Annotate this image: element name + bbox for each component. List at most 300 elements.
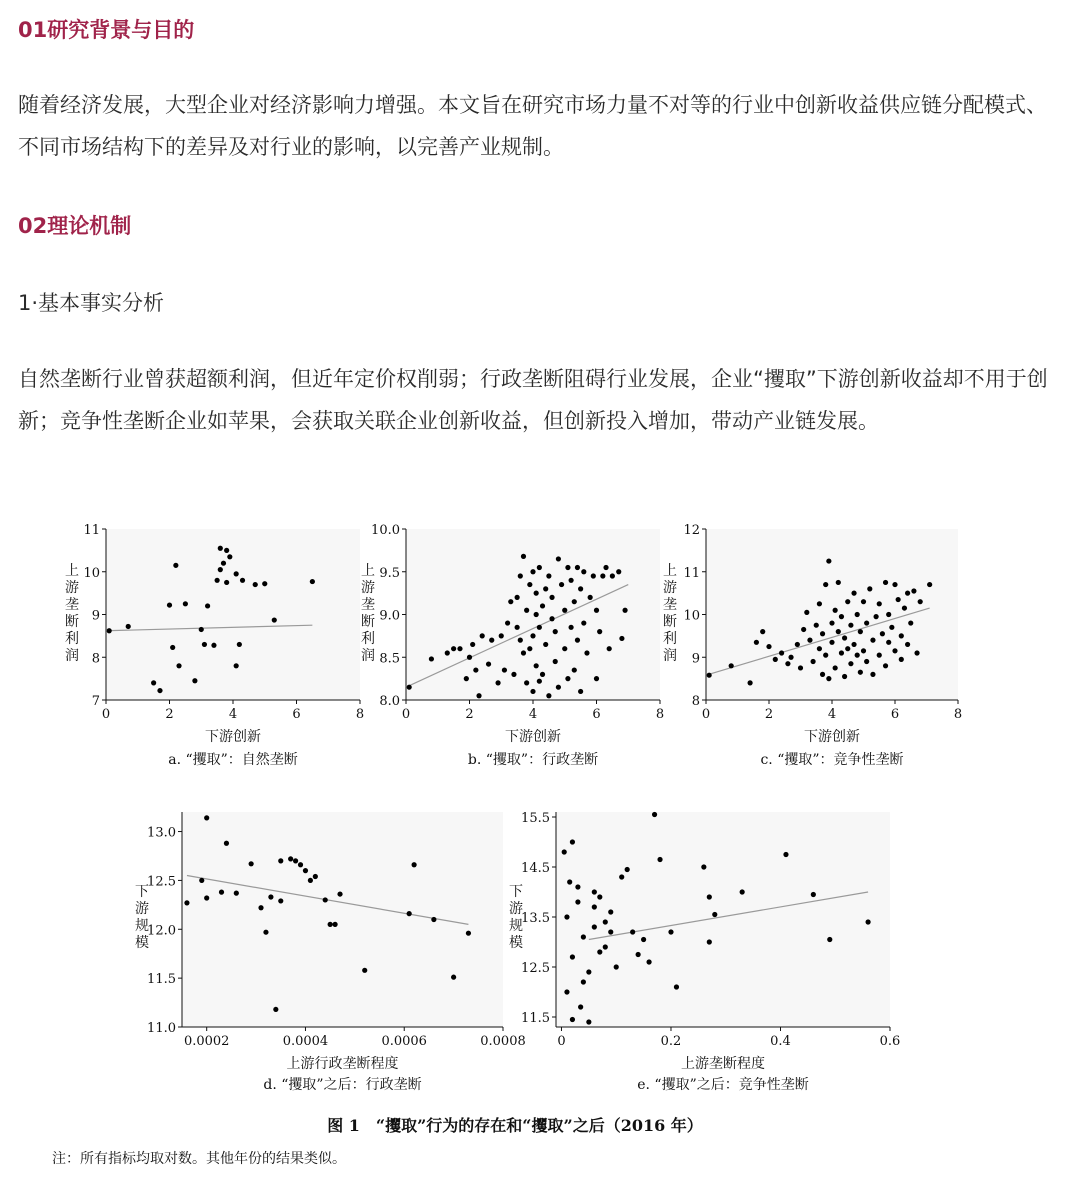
data-point [807,638,812,643]
data-point [826,676,831,681]
data-point [467,655,472,660]
data-point [657,857,662,862]
y-tick-label: 11.0 [147,1021,176,1036]
data-point [826,558,831,563]
data-point [707,894,712,899]
data-point [549,616,554,621]
data-point [272,617,277,622]
data-point [842,674,847,679]
data-point [625,867,630,872]
x-tick-label: 0.0006 [381,1034,427,1049]
data-point [594,608,599,613]
data-point [864,620,869,625]
data-point [332,922,337,927]
y-tick-label: 9 [91,608,100,624]
data-point [205,603,210,608]
x-tick-label: 4 [528,707,538,722]
data-point [889,625,894,630]
data-point [218,567,223,572]
data-point [521,650,526,655]
figure-note: 注：所有指标均取对数。其他年份的结果类似。 [52,1151,346,1167]
data-point [273,1007,278,1012]
y-tick-label: 13.0 [147,825,176,841]
data-point [575,638,580,643]
data-point [652,812,657,817]
data-point [814,623,819,628]
chart-a [65,523,364,768]
data-point [851,642,856,647]
y-tick-label: 11 [683,565,700,581]
data-point [570,1017,575,1022]
data-point [581,934,586,939]
data-point [798,665,803,670]
data-point [855,653,860,658]
data-point [707,939,712,944]
data-point [476,693,481,698]
data-point [608,909,613,914]
data-point [712,912,717,917]
chart-c [663,523,962,768]
data-point [211,643,216,648]
data-point [534,663,539,668]
data-point [234,891,239,896]
data-point [833,608,838,613]
data-point [362,968,367,973]
data-point [564,914,569,919]
x-tick-label: 4 [827,707,837,722]
data-point [668,929,673,934]
data-point [524,680,529,685]
chart-caption: d. “攫取”之后：行政垄断 [263,1077,422,1093]
data-point [515,625,520,630]
y-axis-label: 下游规模 [509,884,523,951]
data-point [562,849,567,854]
data-point [249,861,254,866]
data-point [451,646,456,651]
data-point [905,591,910,596]
data-point [584,650,589,655]
data-point [892,582,897,587]
data-point [845,646,850,651]
data-point [858,629,863,634]
data-point [237,642,242,647]
data-point [569,625,574,630]
data-point [234,571,239,576]
data-point [622,608,627,613]
data-point [823,653,828,658]
data-point [429,656,434,661]
data-point [253,582,258,587]
data-point [167,602,172,607]
data-point [565,565,570,570]
data-point [224,548,229,553]
plot-area [706,529,958,700]
plot-area [182,812,503,1027]
data-point [575,899,580,904]
x-tick-label: 0.0008 [480,1034,526,1049]
y-tick-label: 10 [683,608,700,624]
data-point [578,1004,583,1009]
y-tick-label: 14.5 [521,861,550,876]
data-point [858,670,863,675]
data-point [804,610,809,615]
data-point [592,924,597,929]
data-point [313,874,318,879]
data-point [215,578,220,583]
data-point [833,665,838,670]
data-point [597,629,602,634]
y-axis-label: 上游垄断利润 [361,563,375,664]
chart-d [135,812,526,1093]
data-point [908,620,913,625]
data-point [553,659,558,664]
data-point [861,599,866,604]
data-point [892,648,897,653]
x-axis-label: 上游垄断程度 [681,1056,765,1072]
data-point [779,650,784,655]
x-tick-label: 6 [890,707,900,722]
data-point [817,601,822,606]
data-point [820,672,825,677]
data-point [899,657,904,662]
data-point [527,646,532,651]
data-point [773,657,778,662]
data-point [224,580,229,585]
data-point [505,620,510,625]
data-point [616,569,621,574]
data-point [905,642,910,647]
data-point [927,582,932,587]
data-point [466,931,471,936]
x-tick-label: 0.2 [660,1034,682,1049]
data-point [508,599,513,604]
data-point [293,858,298,863]
data-point [540,603,545,608]
y-tick-label: 8.5 [379,651,400,667]
y-tick-label: 10.0 [371,523,400,538]
data-point [902,605,907,610]
chart-caption: c. “攫取”：竞争性垄断 [760,752,904,768]
data-point [219,890,224,895]
data-point [886,640,891,645]
data-point [486,661,491,666]
data-point [562,608,567,613]
data-point [157,688,162,693]
data-point [298,862,303,867]
data-point [407,685,412,690]
data-point [588,595,593,600]
data-point [565,676,570,681]
data-point [839,650,844,655]
x-tick-label: 8 [953,707,963,722]
data-point [234,663,239,668]
data-point [591,573,596,578]
data-point [328,922,333,927]
y-tick-label: 15.5 [521,811,550,826]
data-point [785,661,790,666]
data-point [473,667,478,672]
data-point [603,565,608,570]
data-point [258,905,263,910]
data-point [549,595,554,600]
data-point [556,685,561,690]
y-tick-label: 8 [691,694,700,709]
data-point [480,633,485,638]
data-point [310,579,315,584]
x-tick-label: 0 [101,707,111,722]
data-point [540,672,545,677]
data-point [842,635,847,640]
data-point [431,917,436,922]
data-point [603,919,608,924]
data-point [176,663,181,668]
data-point [570,839,575,844]
y-tick-label: 12 [683,523,700,538]
chart-caption: e. “攫取”之后：竞争性垄断 [637,1077,809,1093]
data-point [126,624,131,629]
data-point [610,573,615,578]
data-point [729,663,734,668]
y-tick-label: 9.0 [379,608,400,624]
figure-title: 图 1 “攫取”行为的存在和“攫取”之后（2016 年） [327,1116,703,1135]
x-tick-label: 4 [228,707,238,722]
x-tick-label: 2 [764,707,774,722]
data-point [572,667,577,672]
data-point [801,627,806,632]
data-point [278,858,283,863]
data-point [470,642,475,647]
data-point [597,894,602,899]
data-point [839,614,844,619]
data-point [337,891,342,896]
x-tick-label: 0.4 [770,1034,791,1049]
x-axis-label: 下游创新 [804,729,860,745]
data-point [619,636,624,641]
data-point [607,646,612,651]
section-2-paragraph: 自然垄断行业曾获超额利润，但近年定价权削弱；行政垄断阻碍行业发展，企业“攫取”下游创新收益却不用于创新；竞争性垄断企业如苹果，会获取关联企业创新收益，但创新投入增加，带动产业链发展。 [18,367,1048,433]
data-point [262,581,267,586]
x-tick-label: 0.6 [879,1034,901,1049]
data-point [820,631,825,636]
data-point [546,573,551,578]
y-axis-label: 上游垄断利润 [663,563,677,664]
data-point [499,633,504,638]
data-point [592,889,597,894]
data-point [619,874,624,879]
data-point [581,979,586,984]
chart-b [361,523,664,768]
x-axis-label: 上游行政垄断程度 [286,1056,399,1072]
data-point [572,599,577,604]
y-tick-label: 12.5 [147,874,176,890]
data-point [880,631,885,636]
data-point [845,599,850,604]
data-point [886,612,891,617]
data-point [829,620,834,625]
data-point [534,612,539,617]
data-point [817,646,822,651]
data-point [592,904,597,909]
y-tick-label: 12.0 [147,923,176,939]
data-point [586,1019,591,1024]
data-point [570,954,575,959]
data-point [263,930,268,935]
data-point [641,937,646,942]
data-point [754,640,759,645]
data-point [795,642,800,647]
data-point [268,894,273,899]
data-point [518,638,523,643]
section-1-heading: 01研究背景与目的 [18,18,195,42]
data-point [896,597,901,602]
y-tick-label: 13.5 [521,911,550,926]
data-point [218,546,223,551]
data-point [569,578,574,583]
data-point [521,554,526,559]
data-point [562,646,567,651]
chart-e [509,811,900,1093]
data-point [600,573,605,578]
data-point [543,586,548,591]
data-point [553,629,558,634]
x-tick-label: 8 [355,707,365,722]
y-tick-label: 8 [91,651,100,667]
data-point [575,565,580,570]
data-point [204,815,209,820]
data-point [788,655,793,660]
data-point [107,628,112,633]
data-point [783,852,788,857]
data-point [202,642,207,647]
data-point [855,612,860,617]
x-tick-label: 2 [465,707,474,722]
data-point [811,892,816,897]
data-point [515,595,520,600]
y-tick-label: 8.0 [379,694,400,709]
x-tick-label: 0.0004 [282,1034,329,1049]
data-point [760,629,765,634]
data-point [707,673,712,678]
data-point [502,667,507,672]
data-point [646,959,651,964]
data-point [836,580,841,585]
data-point [170,645,175,650]
data-point [914,650,919,655]
data-point [173,563,178,568]
data-point [870,638,875,643]
subsection-title: 1·基本事实分析 [18,291,165,315]
data-point [407,911,412,916]
section-2-heading: 02理论机制 [18,214,132,238]
y-tick-label: 10 [83,565,100,581]
data-point [530,689,535,694]
data-point [559,582,564,587]
data-point [204,895,209,900]
data-point [240,578,245,583]
data-point [578,586,583,591]
data-point [861,648,866,653]
data-point [877,653,882,658]
data-point [636,952,641,957]
x-tick-label: 0 [557,1034,566,1049]
data-point [151,680,156,685]
data-point [674,984,679,989]
y-tick-label: 9.5 [379,565,400,581]
data-point [227,554,232,559]
data-point [451,975,456,980]
data-point [603,944,608,949]
y-tick-label: 7 [91,694,100,709]
data-point [464,676,469,681]
data-point [581,569,586,574]
y-tick-label: 9 [691,651,700,667]
data-point [567,879,572,884]
data-point [308,878,313,883]
x-tick-label: 6 [292,707,301,722]
plot-area [406,529,660,700]
data-point [489,638,494,643]
data-point [518,573,523,578]
data-point [412,862,417,867]
data-point [766,644,771,649]
x-tick-label: 0.0002 [183,1034,230,1049]
data-point [524,608,529,613]
data-point [537,565,542,570]
data-point [899,633,904,638]
data-point [883,663,888,668]
data-point [530,633,535,638]
data-point [537,679,542,684]
data-point [288,856,293,861]
data-point [740,889,745,894]
data-point [575,884,580,889]
data-point [701,864,706,869]
data-point [511,672,516,677]
data-point [848,623,853,628]
x-tick-label: 6 [592,707,601,722]
data-point [199,878,204,883]
data-point [867,586,872,591]
data-point [527,582,532,587]
data-point [445,650,450,655]
data-point [586,969,591,974]
x-axis-label: 下游创新 [205,729,261,745]
data-point [597,949,602,954]
data-point [199,627,204,632]
x-axis-label: 下游创新 [505,729,561,745]
section-1-paragraph: 随着经济发展，大型企业对经济影响力增强。本文旨在研究市场力量不对等的行业中创新收益供应链分配模式、不同市场结构下的差异及对行业的影响，以完善产业规制。 [18,93,1047,159]
data-point [848,661,853,666]
data-point [865,919,870,924]
data-point [836,629,841,634]
data-point [864,659,869,664]
data-point [278,898,283,903]
data-point [495,680,500,685]
data-point [911,588,916,593]
data-point [192,678,197,683]
data-point [630,929,635,934]
data-point [578,689,583,694]
data-point [829,640,834,645]
data-point [564,989,569,994]
x-tick-label: 0 [401,707,411,722]
data-point [546,693,551,698]
data-point [608,929,613,934]
data-point [581,620,586,625]
x-tick-label: 0 [701,707,711,722]
y-tick-label: 11.5 [147,972,176,988]
data-point [183,601,188,606]
